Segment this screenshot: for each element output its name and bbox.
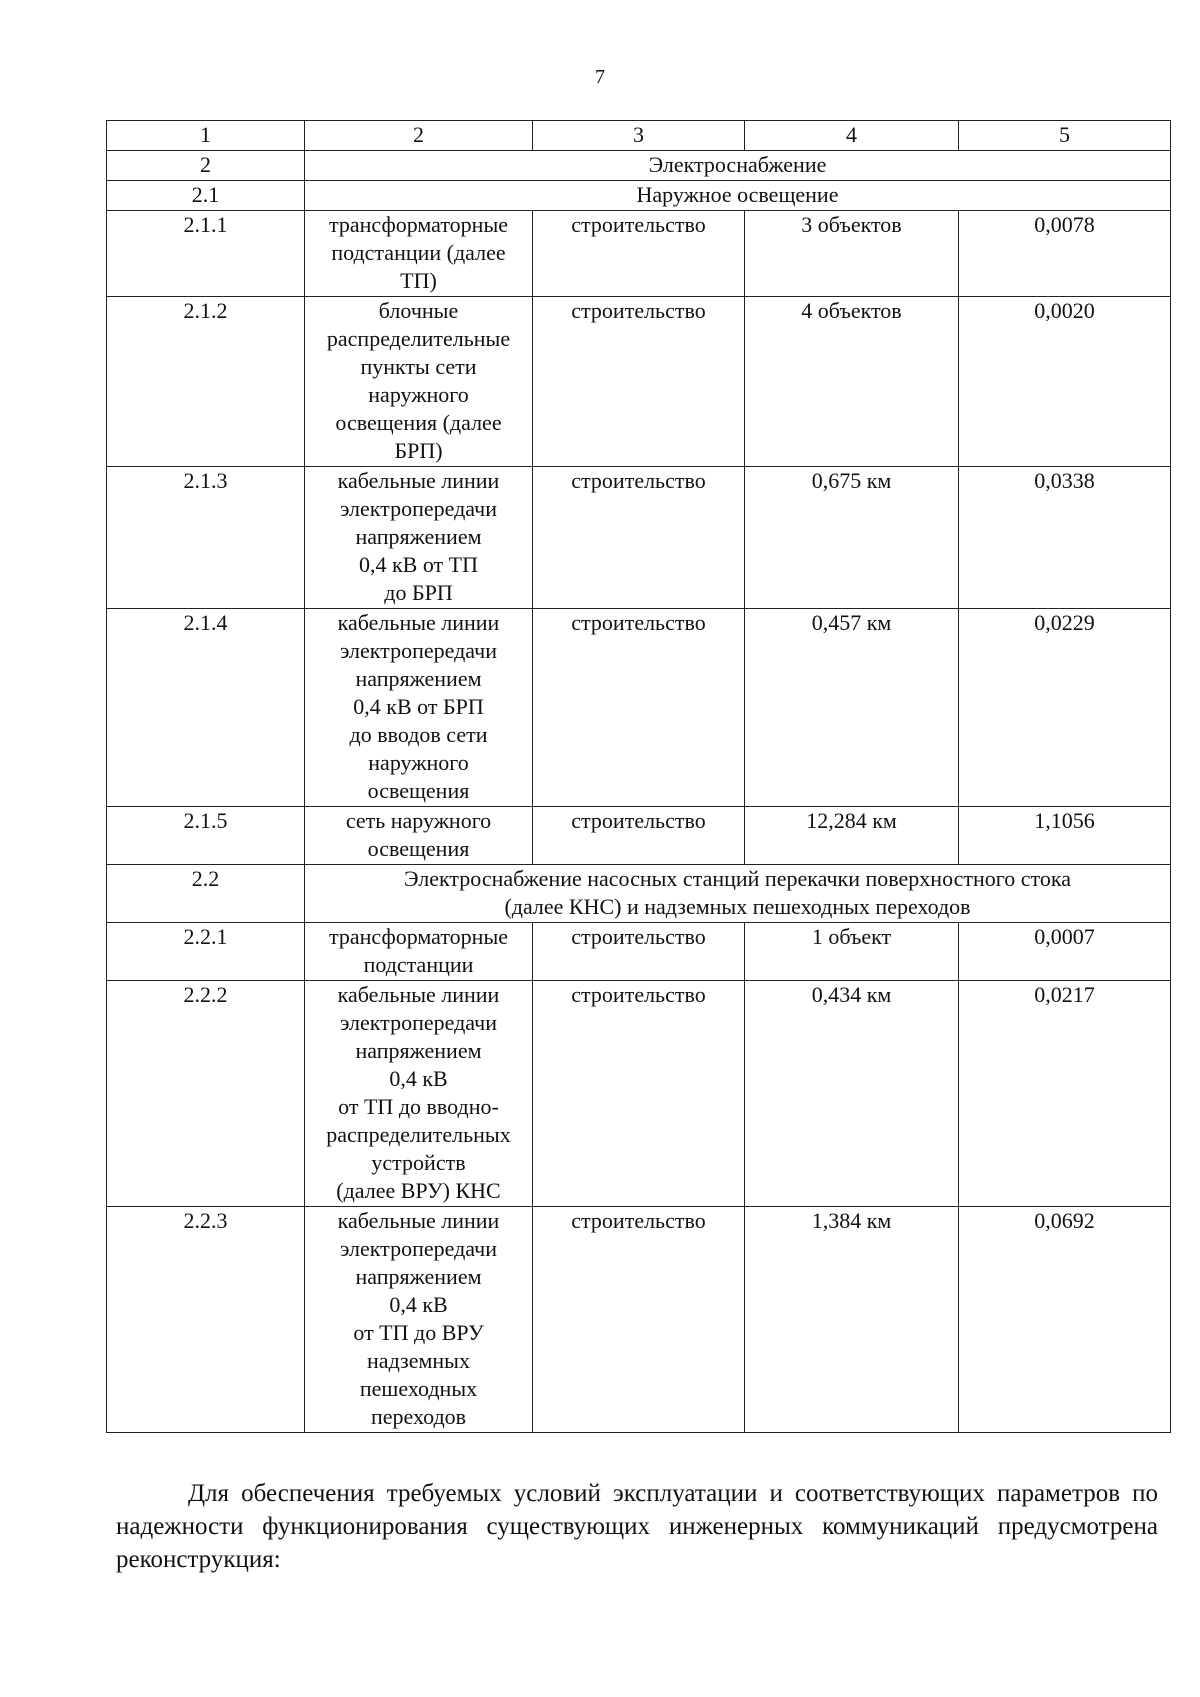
section-code: 2.1 <box>107 181 305 211</box>
row-object: трансформаторные подстанции (далее ТП) <box>305 211 533 297</box>
row-value: 0,0229 <box>959 609 1171 807</box>
row-quantity: 1,384 км <box>745 1207 959 1433</box>
section-code: 2.2 <box>107 865 305 923</box>
row-number: 2.1.1 <box>107 211 305 297</box>
row-number: 2.2.3 <box>107 1207 305 1433</box>
section-row <box>107 865 1171 923</box>
row-value: 0,0020 <box>959 297 1171 467</box>
header-cell-5: 5 <box>959 121 1171 151</box>
table-row <box>107 981 1171 1207</box>
row-object: трансформаторные подстанции <box>305 923 533 981</box>
row-action: строительство <box>533 467 745 609</box>
row-object: сеть наружного освещения <box>305 807 533 865</box>
row-object: кабельные линии электропередачи напряжением 0,4 кВ от ТП до вводно- распределительных устройств (далее ВРУ) КНС <box>305 981 533 1207</box>
section-title: Наружное освещение <box>305 181 1171 211</box>
section-code: 2 <box>107 151 305 181</box>
row-object: кабельные линии электропередачи напряжением 0,4 кВ от ТП до БРП <box>305 467 533 609</box>
row-number: 2.1.4 <box>107 609 305 807</box>
row-value: 0,0338 <box>959 467 1171 609</box>
row-number: 2.2.2 <box>107 981 305 1207</box>
table-row <box>107 297 1171 467</box>
section-row <box>107 181 1171 211</box>
table-row <box>107 467 1171 609</box>
header-cell-2: 2 <box>305 121 533 151</box>
header-cell-1: 1 <box>107 121 305 151</box>
row-number: 2.2.1 <box>107 923 305 981</box>
table-row <box>107 609 1171 807</box>
row-action: строительство <box>533 297 745 467</box>
row-value: 0,0007 <box>959 923 1171 981</box>
data-table <box>106 120 1171 1433</box>
row-value: 0,0217 <box>959 981 1171 1207</box>
row-quantity: 1 объект <box>745 923 959 981</box>
table-row <box>107 923 1171 981</box>
row-value: 1,1056 <box>959 807 1171 865</box>
body-paragraph: Для обеспечения требуемых условий эксплуатации и соответствующих параметров по надежности функционирования существующих инженерных коммуникаций предусмотрена реконструкция: <box>116 1480 1158 1573</box>
row-number: 2.1.3 <box>107 467 305 609</box>
row-action: строительство <box>533 923 745 981</box>
row-value: 0,0692 <box>959 1207 1171 1433</box>
row-number: 2.1.2 <box>107 297 305 467</box>
row-object: кабельные линии электропередачи напряжением 0,4 кВ от БРП до вводов сети наружного освещения <box>305 609 533 807</box>
section-title: Электроснабжение <box>305 151 1171 181</box>
row-action: строительство <box>533 807 745 865</box>
row-quantity: 0,434 км <box>745 981 959 1207</box>
row-quantity: 12,284 км <box>745 807 959 865</box>
row-action: строительство <box>533 211 745 297</box>
row-action: строительство <box>533 1207 745 1433</box>
row-object: кабельные линии электропередачи напряжением 0,4 кВ от ТП до ВРУ надземных пешеходных переходов <box>305 1207 533 1433</box>
page-number: 7 <box>595 66 605 88</box>
table-row <box>107 1207 1171 1433</box>
row-number: 2.1.5 <box>107 807 305 865</box>
row-quantity: 0,457 км <box>745 609 959 807</box>
row-quantity: 0,675 км <box>745 467 959 609</box>
section-title: Электроснабжение насосных станций перекачки поверхностного стока (далее КНС) и надземных пешеходных переходов <box>305 865 1171 923</box>
section-row <box>107 151 1171 181</box>
table-header-row <box>107 121 1171 151</box>
table-row <box>107 807 1171 865</box>
row-object: блочные распределительные пункты сети наружного освещения (далее БРП) <box>305 297 533 467</box>
row-quantity: 3 объектов <box>745 211 959 297</box>
table-body <box>107 121 1171 1433</box>
row-value: 0,0078 <box>959 211 1171 297</box>
header-cell-3: 3 <box>533 121 745 151</box>
header-cell-4: 4 <box>745 121 959 151</box>
row-quantity: 4 объектов <box>745 297 959 467</box>
table-row <box>107 211 1171 297</box>
row-action: строительство <box>533 981 745 1207</box>
row-action: строительство <box>533 609 745 807</box>
